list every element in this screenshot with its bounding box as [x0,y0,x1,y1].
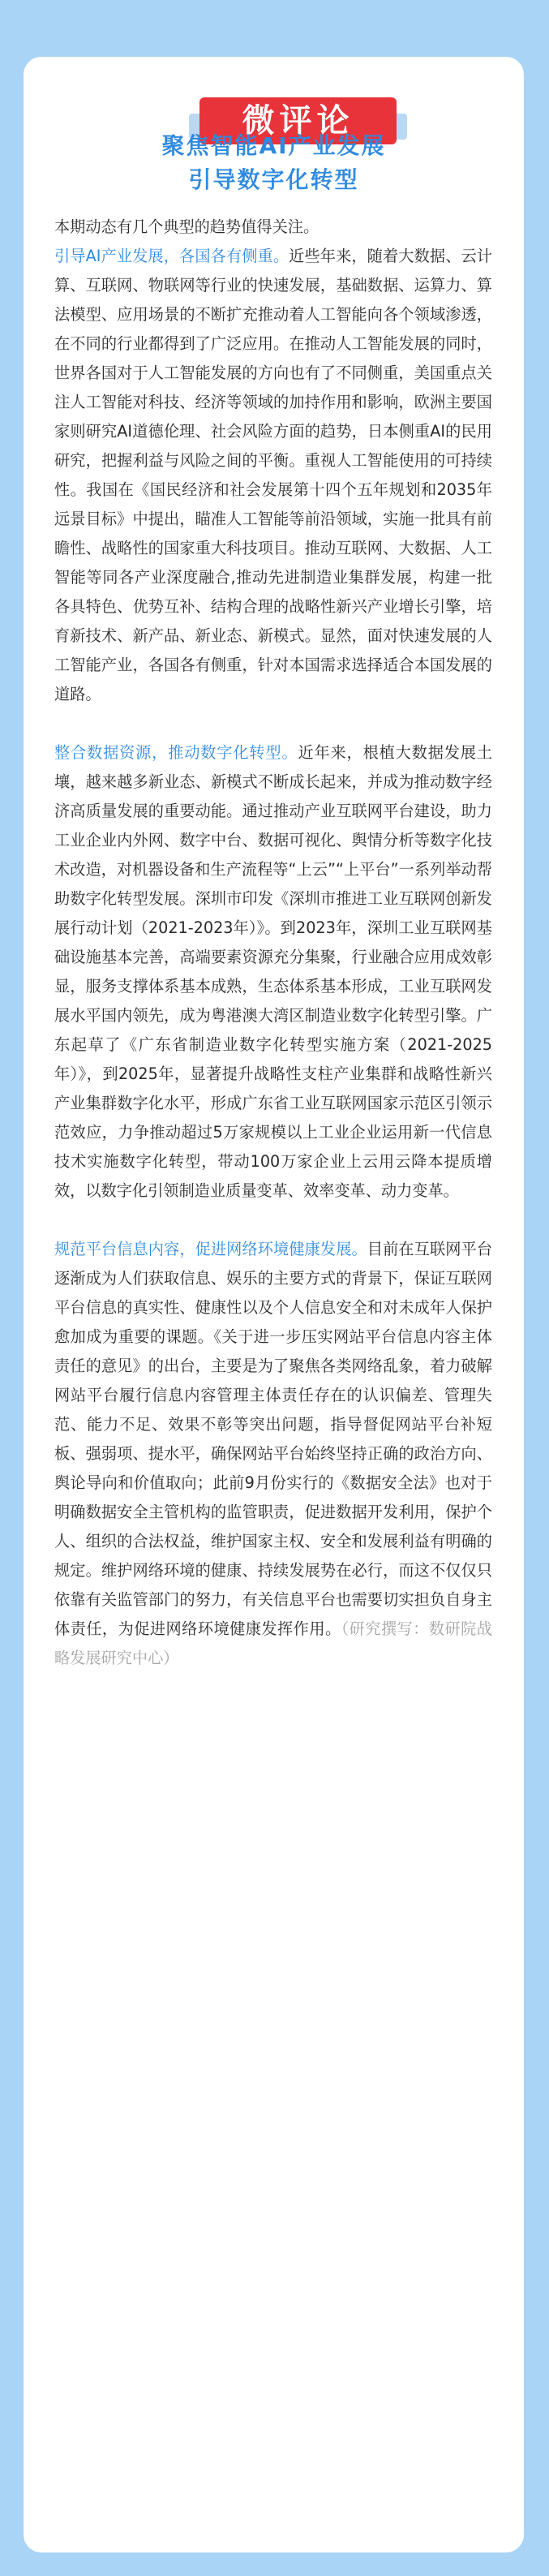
headline-line-1: 聚焦智能AI产业发展 [161,132,386,159]
paragraph-text: 近年来，根植大数据发展土壤，越来越多新业态、新模式不断成长起来，并成为推动数字经济高质量发展的重要动能。通过推动产业互联网平台建设，助力工业企业内外网、数字中台、数据可视化、舆情分析等数字化技术改造，对机器设备和生产流程等“上云”“上平台”一系列举动帮助数字化转型发展。深圳市印发《深圳市推进工业互联网创新发展行动计划（2021-2023年）》。到2023年，深圳工业互联网基础设施基本完善，高端要素资源充分集聚，行业融合应用成效彰显，服务支撑体系基本成熟，生态体系基本形成，工业互联网发展水平国内领先，成为粤港澳大湾区制造业数字化转型引擎。广东起草了《广东省制造业数字化转型实施方案（2021-2025年）》，到2025年，显著提升战略性支柱产业集群和战略性新兴产业集群数字化水平，形成广东省工业互联网国家示范区引领示范效应，力争推动超过5万家规模以上工业企业运用新一代信息技术实施数字化转型，带动100万家企业上云用云降本提质增效，以数字化引领制造业质量变革、效率变革、动力变革。 [54,743,492,1200]
paragraph-data-resources [54,738,492,1206]
tab-label: 微评论 [199,97,397,144]
paragraph-lead: 规范平台信息内容，促进网络环境健康发展。 [54,1240,367,1258]
headline-line-2: 引导数字化转型 [188,166,359,193]
author-credit: （研究撰写：数研院战略发展研究中心） [54,1619,492,1667]
article-card [24,57,524,2552]
intro-paragraph: 本期动态有几个典型的趋势值得关注。 [54,217,320,236]
paragraph-platform-content [54,1235,492,1673]
article-body [54,213,492,1673]
paragraph-ai-industry [54,242,492,709]
paragraph-text: 目前在互联网平台逐渐成为人们获取信息、娱乐的主要方式的背景下，保证互联网平台信息的真实性、健康性以及个人信息安全和对未成年人保护愈加成为重要的课题。《关于进一步压实网站平台信息内容主体责任的意见》的出台，主要是为了聚焦各类网络乱象，着力破解网站平台履行信息内容管理主体责任存在的认识偏差、管理失范、能力不足、效果不彰等突出问题，指导督促网站平台补短板、强弱项、提水平，确保网站平台始终坚持正确的政治方向、舆论导向和价值取向；此前9月份实行的《数据安全法》也对于明确数据安全主管机构的监管职责，促进数据开发利用，保护个人、组织的合法权益，维护国家主权、安全和发展利益有明确的规定。维护网络环境的健康、持续发展势在必行，而这不仅仅只依靠有关监管部门的努力，有关信息平台也需要切实担负自身主体责任，为促进网络环境健康发挥作用。 [54,1240,493,1638]
paragraph-text: 近些年来，随着大数据、云计算、互联网、物联网等行业的快速发展，基础数据、运算力、算法模型、应用场景的不断扩充推动着人工智能向各个领域渗透，在不同的行业都得到了广泛应用。在推动人工智能发展的同时，世界各国对于人工智能发展的方向也有了不同侧重，美国重点关注人工智能对科技、经济等领域的加持作用和影响，欧洲主要国家则研究AI道德伦理、社会风险方面的趋势，日本侧重AI的民用研究，把握利益与风险之间的平衡。重视人工智能使用的可持续性。我国在《国民经济和社会发展第十四个五年规划和2035年远景目标》中提出，瞄准人工智能等前沿领域，实施一批具有前瞻性、战略性的国家重大科技项目。推动互联网、大数据、人工智能等同各产业深度融合,推动先进制造业集群发展，构建一批各具特色、优势互补、结构合理的战略性新兴产业增长引擎，培育新技术、新产品、新业态、新模式。显然，面对快速发展的人工智能产业，各国各有侧重，针对本国需求选择适合本国发展的道路。 [54,247,492,703]
paragraph-lead: 整合数据资源，推动数字化转型。 [54,743,298,762]
paragraph-lead: 引导AI产业发展，各国各有侧重。 [54,247,290,265]
